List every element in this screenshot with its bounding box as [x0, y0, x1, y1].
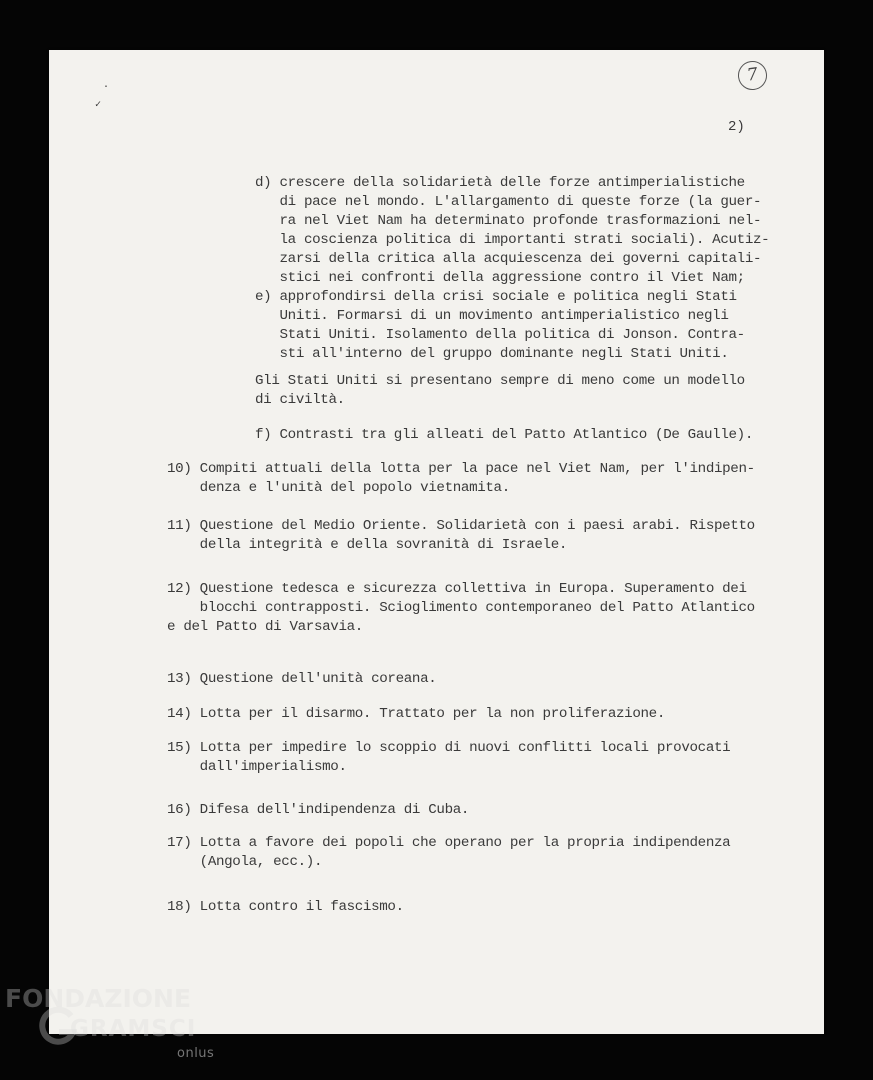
- list-item-13: 13) Questione dell'unità coreana.: [167, 671, 437, 687]
- watermark-line1: FONDAZIONE: [5, 984, 192, 1013]
- list-item-12: 12) Questione tedesca e sicurezza collettiva in Europa. Superamento dei blocchi contrapposti. Scioglimento contemporaneo del Patto Atlantico e del Patto di Varsavia.: [167, 581, 755, 635]
- paragraph-e: e) approfondirsi della crisi sociale e politica negli Stati Uniti. Formarsi di un movimento antimperialistico negli Stati Uniti. Isolamento della politica di Jonson. Contra- sti all'interno del gruppo dominante negli Stati Uniti.: [255, 289, 745, 362]
- page-label: 2): [728, 119, 745, 135]
- watermark-line2: GRAMSCI: [70, 1016, 197, 1042]
- list-item-18: 18) Lotta contro il fascismo.: [167, 899, 404, 915]
- paragraph-f: f) Contrasti tra gli alleati del Patto Atlantico (De Gaulle).: [255, 427, 753, 443]
- handwritten-page-number: 7: [736, 59, 769, 92]
- pencil-mark: ✓: [95, 100, 102, 111]
- list-item-16: 16) Difesa dell'indipendenza di Cuba.: [167, 802, 470, 818]
- pencil-mark: ·: [103, 82, 110, 93]
- paragraph-d: d) crescere della solidarietà delle forze antimperialistiche di pace nel mondo. L'allargamento di queste forze (la guer- ra nel Viet Nam ha determinato profonde trasformazioni nel- la coscienza politica di importanti strati sociali). Acutiz- zarsi della critica alla acquiescenza dei governi capitali- stici nei confronti della aggressione contro il Viet Nam;: [255, 175, 770, 286]
- paragraph-stati-uniti: Gli Stati Uniti si presentano sempre di meno come un modello di civiltà.: [255, 373, 745, 408]
- document-page: [49, 50, 824, 1034]
- list-item-17: 17) Lotta a favore dei popoli che operano per la propria indipendenza (Angola, ecc.).: [167, 835, 731, 870]
- watermark-line3: onlus: [177, 1046, 215, 1061]
- fondazione-gramsci-watermark: [5, 984, 245, 1080]
- list-item-10: 10) Compiti attuali della lotta per la pace nel Viet Nam, per l'indipen- denza e l'unità del popolo vietnamita.: [167, 461, 755, 496]
- list-item-14: 14) Lotta per il disarmo. Trattato per la non proliferazione.: [167, 706, 665, 722]
- list-item-15: 15) Lotta per impedire lo scoppio di nuovi conflitti locali provocati dall'imperialismo.: [167, 740, 731, 775]
- list-item-11: 11) Questione del Medio Oriente. Solidarietà con i paesi arabi. Rispetto della integrità e della sovranità di Israele.: [167, 518, 755, 553]
